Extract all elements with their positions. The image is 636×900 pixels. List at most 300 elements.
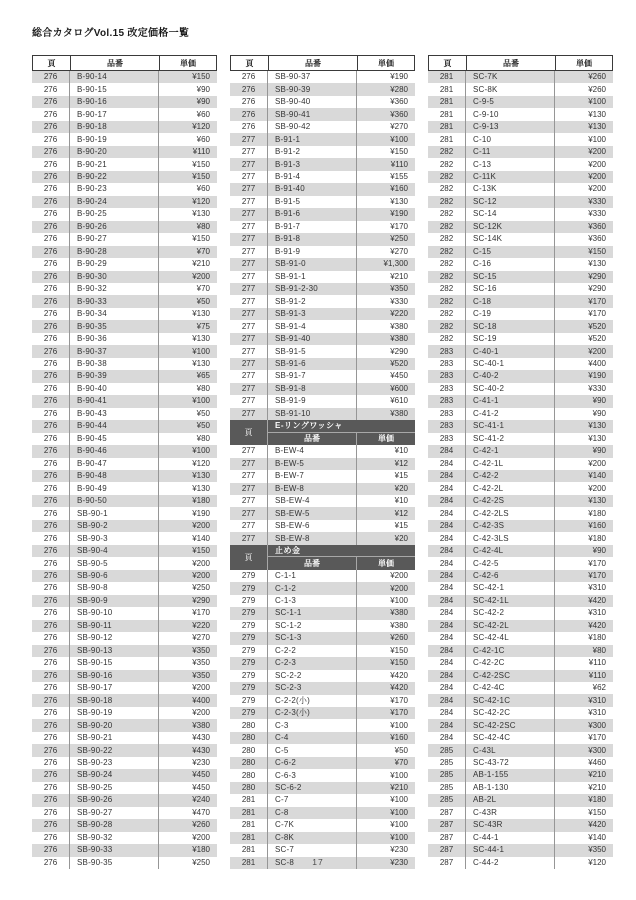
part-cell: C-41-1 xyxy=(466,395,555,407)
part-cell: B-90-14 xyxy=(70,71,159,83)
page-cell: 279 xyxy=(230,707,268,719)
part-cell: SC-19 xyxy=(466,333,555,345)
part-cell: SB-90-17 xyxy=(70,682,159,694)
page-cell: 276 xyxy=(32,258,70,270)
part-cell: SB-90-6 xyxy=(70,570,159,582)
price-cell: ¥200 xyxy=(192,708,210,718)
table-row xyxy=(428,844,613,856)
page-cell: 284 xyxy=(428,470,466,482)
page-cell: 276 xyxy=(32,196,70,208)
table-row xyxy=(428,308,613,320)
price-cell: ¥100 xyxy=(588,134,606,144)
page-cell: 282 xyxy=(428,271,466,283)
part-cell: SB-91-0 xyxy=(268,258,357,270)
table-row xyxy=(230,844,415,856)
page-cell: 276 xyxy=(32,445,70,457)
part-cell: B-91-7 xyxy=(268,221,357,233)
price-cell: ¥90 xyxy=(592,396,606,406)
table-row xyxy=(428,657,613,669)
table-row xyxy=(428,408,613,420)
price-cell: ¥110 xyxy=(588,658,606,668)
table-row xyxy=(32,570,217,582)
part-cell: C-2-3(小) xyxy=(268,707,357,719)
price-cell: ¥200 xyxy=(588,458,606,468)
page-cell: 277 xyxy=(230,258,268,270)
table-row xyxy=(230,320,415,332)
part-cell: B-90-38 xyxy=(70,358,159,370)
table-row xyxy=(230,208,415,220)
page-cell: 276 xyxy=(32,158,70,170)
table-row xyxy=(230,146,415,158)
part-cell: SB-90-9 xyxy=(70,595,159,607)
part-cell: C-42-1 xyxy=(466,445,555,457)
price-cell: ¥180 xyxy=(588,633,606,643)
table-row xyxy=(32,557,217,569)
price-cell: ¥220 xyxy=(192,620,210,630)
table-row xyxy=(32,595,217,607)
page-cell: 276 xyxy=(32,458,70,470)
table-row xyxy=(428,420,613,432)
price-cell: ¥80 xyxy=(196,221,210,231)
page-cell: 277 xyxy=(230,520,268,532)
header-part-label: 品番 xyxy=(71,56,160,70)
price-cell: ¥100 xyxy=(390,134,408,144)
table-row xyxy=(32,158,217,170)
page-cell: 282 xyxy=(428,196,466,208)
price-cell: ¥330 xyxy=(588,209,606,219)
table-row xyxy=(428,208,613,220)
price-cell: ¥130 xyxy=(192,334,210,344)
page-cell: 276 xyxy=(32,570,70,582)
table-row xyxy=(32,171,217,183)
table-row xyxy=(32,545,217,557)
page-cell: 277 xyxy=(230,445,268,457)
part-cell: SB-90-40 xyxy=(268,96,357,108)
page-cell: 276 xyxy=(32,782,70,794)
table-row xyxy=(32,670,217,682)
part-cell: C-3 xyxy=(268,719,357,731)
price-cell: ¥100 xyxy=(588,97,606,107)
price-cell: ¥270 xyxy=(390,122,408,132)
page-cell: 284 xyxy=(428,657,466,669)
table-row xyxy=(32,420,217,432)
page-cell: 276 xyxy=(32,844,70,856)
page-cell: 276 xyxy=(230,83,268,95)
page-cell: 276 xyxy=(32,757,70,769)
part-cell: SB-91-40 xyxy=(268,333,357,345)
part-cell: SC-42-1C xyxy=(466,694,555,706)
part-cell: C-42-3S xyxy=(466,520,555,532)
price-cell: ¥15 xyxy=(394,521,408,531)
table-row xyxy=(32,395,217,407)
part-cell: SB-90-28 xyxy=(70,819,159,831)
price-cell: ¥150 xyxy=(192,171,210,181)
table-row xyxy=(230,607,415,619)
table-row xyxy=(32,246,217,258)
page-cell: 277 xyxy=(230,308,268,320)
part-cell: B-90-34 xyxy=(70,308,159,320)
table-row xyxy=(32,283,217,295)
page-cell: 276 xyxy=(32,71,70,83)
page-cell: 276 xyxy=(32,832,70,844)
page-cell: 285 xyxy=(428,744,466,756)
table-row xyxy=(428,707,613,719)
table-row xyxy=(230,582,415,594)
column-1 xyxy=(32,55,217,869)
table-row xyxy=(428,582,613,594)
table-row xyxy=(230,819,415,831)
part-cell: SB-90-25 xyxy=(70,782,159,794)
page-cell: 282 xyxy=(428,158,466,170)
page-cell: 276 xyxy=(32,495,70,507)
page-cell: 276 xyxy=(32,582,70,594)
part-cell: B-90-24 xyxy=(70,196,159,208)
table-header-row xyxy=(32,55,217,71)
page-cell: 282 xyxy=(428,320,466,332)
table-row xyxy=(230,108,415,120)
price-cell: ¥380 xyxy=(390,334,408,344)
price-cell: ¥360 xyxy=(390,109,408,119)
page-cell: 283 xyxy=(428,370,466,382)
table-row xyxy=(428,171,613,183)
table-row xyxy=(230,71,415,83)
part-cell: SB-90-1 xyxy=(70,507,159,519)
table-row xyxy=(230,121,415,133)
page-cell: 276 xyxy=(32,395,70,407)
part-cell: B-90-36 xyxy=(70,333,159,345)
price-cell: ¥250 xyxy=(390,234,408,244)
table-row xyxy=(230,645,415,657)
part-cell: C-4 xyxy=(268,732,357,744)
price-cell: ¥210 xyxy=(390,271,408,281)
part-cell: B-90-20 xyxy=(70,146,159,158)
page-cell: 276 xyxy=(32,433,70,445)
page-cell: 284 xyxy=(428,532,466,544)
table-row xyxy=(428,108,613,120)
table-row xyxy=(428,96,613,108)
header-price-label: 単価 xyxy=(378,58,394,68)
price-cell: ¥360 xyxy=(588,221,606,231)
part-cell: B-90-45 xyxy=(70,433,159,445)
table-row xyxy=(428,620,613,632)
part-cell: SC-18 xyxy=(466,320,555,332)
page-cell: 279 xyxy=(230,607,268,619)
table-row xyxy=(428,458,613,470)
section-subheader-row xyxy=(268,433,415,445)
part-cell: SC-40-1 xyxy=(466,358,555,370)
table-row xyxy=(230,196,415,208)
part-cell: C-7K xyxy=(268,819,357,831)
part-cell: SC-42-2SC xyxy=(466,719,555,731)
part-cell: AB-1-130 xyxy=(466,782,555,794)
part-cell: SC-12 xyxy=(466,196,555,208)
price-cell: ¥200 xyxy=(390,571,408,581)
page-cell: 277 xyxy=(230,458,268,470)
price-cell: ¥180 xyxy=(588,533,606,543)
page-cell: 277 xyxy=(230,483,268,495)
price-cell: ¥100 xyxy=(390,807,408,817)
page-cell: 276 xyxy=(32,507,70,519)
page-cell: 276 xyxy=(32,645,70,657)
table-row xyxy=(230,295,415,307)
part-cell: B-90-49 xyxy=(70,482,159,494)
page-cell: 281 xyxy=(428,108,466,120)
page-cell: 277 xyxy=(230,171,268,183)
page-cell: 282 xyxy=(428,183,466,195)
table-row xyxy=(428,495,613,507)
part-cell: B-90-41 xyxy=(70,395,159,407)
table-row xyxy=(230,158,415,170)
part-cell: SB-90-10 xyxy=(70,607,159,619)
price-cell: ¥1,300 xyxy=(383,259,408,269)
page-cell: 277 xyxy=(230,320,268,332)
part-cell: SC-14 xyxy=(466,208,555,220)
table-row xyxy=(428,557,613,569)
part-cell: SC-7K xyxy=(466,71,555,83)
table-row xyxy=(230,483,415,495)
part-cell: SB-90-39 xyxy=(268,83,357,95)
price-cell: ¥250 xyxy=(192,583,210,593)
part-cell: B-90-35 xyxy=(70,320,159,332)
table-row xyxy=(32,358,217,370)
price-cell: ¥230 xyxy=(192,758,210,768)
price-cell: ¥150 xyxy=(192,234,210,244)
table-row xyxy=(230,96,415,108)
price-cell: ¥200 xyxy=(192,832,210,842)
part-cell: SC-42-1 xyxy=(466,582,555,594)
part-cell: B-90-44 xyxy=(70,420,159,432)
part-cell: C-42-2LS xyxy=(466,507,555,519)
price-cell: ¥450 xyxy=(192,770,210,780)
price-cell: ¥310 xyxy=(588,695,606,705)
table-row xyxy=(428,333,613,345)
table-row xyxy=(32,458,217,470)
page-cell: 283 xyxy=(428,420,466,432)
price-cell: ¥120 xyxy=(588,857,606,867)
table-row xyxy=(32,183,217,195)
part-cell: SB-91-1 xyxy=(268,271,357,283)
table-row xyxy=(230,682,415,694)
table-row xyxy=(32,744,217,756)
table-row xyxy=(230,395,415,407)
part-cell: C-42-1C xyxy=(466,645,555,657)
price-cell: ¥60 xyxy=(196,109,210,119)
price-cell: ¥150 xyxy=(192,546,210,556)
part-cell: SB-90-12 xyxy=(70,632,159,644)
page-cell: 283 xyxy=(428,345,466,357)
price-cell: ¥220 xyxy=(390,309,408,319)
price-cell: ¥130 xyxy=(390,196,408,206)
part-cell: B-91-1 xyxy=(268,133,357,145)
page-cell: 277 xyxy=(230,283,268,295)
price-cell: ¥200 xyxy=(192,271,210,281)
page-cell: 277 xyxy=(230,158,268,170)
subheader-part-label: 品番 xyxy=(268,557,357,569)
price-cell: ¥420 xyxy=(390,670,408,680)
table-row xyxy=(32,196,217,208)
table-row xyxy=(428,158,613,170)
price-cell: ¥350 xyxy=(390,284,408,294)
table-row xyxy=(230,233,415,245)
header-price-label: 単価 xyxy=(576,58,592,68)
table-row xyxy=(230,171,415,183)
price-cell: ¥520 xyxy=(588,321,606,331)
price-cell: ¥90 xyxy=(592,408,606,418)
page-cell: 283 xyxy=(428,433,466,445)
part-cell: C-15 xyxy=(466,246,555,258)
price-cell: ¥190 xyxy=(588,371,606,381)
page-cell: 276 xyxy=(32,520,70,532)
table-row xyxy=(32,146,217,158)
part-cell: SB-90-24 xyxy=(70,769,159,781)
price-cell: ¥90 xyxy=(592,546,606,556)
price-cell: ¥110 xyxy=(192,147,210,157)
table-row xyxy=(428,482,613,494)
part-cell: C-43L xyxy=(466,744,555,756)
table-row xyxy=(32,271,217,283)
page-cell: 276 xyxy=(32,271,70,283)
part-cell: B-90-25 xyxy=(70,208,159,220)
part-cell: C-42-2SC xyxy=(466,670,555,682)
table-row xyxy=(32,620,217,632)
part-cell: SC-42-4C xyxy=(466,732,555,744)
price-cell: ¥380 xyxy=(390,408,408,418)
price-cell: ¥380 xyxy=(192,720,210,730)
part-cell: B-90-37 xyxy=(70,345,159,357)
table-row xyxy=(230,408,415,420)
price-cell: ¥65 xyxy=(196,371,210,381)
part-cell: SC-7 xyxy=(268,844,357,856)
table-row xyxy=(428,769,613,781)
part-cell: C-9-13 xyxy=(466,121,555,133)
page-cell: 283 xyxy=(428,358,466,370)
part-cell: SC-41-2 xyxy=(466,433,555,445)
table-row xyxy=(428,433,613,445)
page-cell: 287 xyxy=(428,844,466,856)
price-cell: ¥180 xyxy=(192,845,210,855)
table-row xyxy=(32,71,217,83)
page-cell: 276 xyxy=(230,108,268,120)
page-cell: 276 xyxy=(230,96,268,108)
price-cell: ¥155 xyxy=(390,171,408,181)
table-row xyxy=(230,769,415,781)
section-page-label: 頁 xyxy=(230,420,268,445)
part-cell: SC-2-2 xyxy=(268,670,357,682)
price-cell: ¥360 xyxy=(390,97,408,107)
table-row xyxy=(428,221,613,233)
page-cell: 277 xyxy=(230,196,268,208)
price-cell: ¥360 xyxy=(588,234,606,244)
table-row xyxy=(230,507,415,519)
page-cell: 281 xyxy=(428,83,466,95)
price-cell: ¥450 xyxy=(192,782,210,792)
page-cell: 282 xyxy=(428,208,466,220)
column-2 xyxy=(230,55,415,869)
price-cell: ¥70 xyxy=(196,246,210,256)
table-row xyxy=(230,183,415,195)
part-cell: B-90-33 xyxy=(70,295,159,307)
page-cell: 276 xyxy=(32,171,70,183)
page-cell: 276 xyxy=(32,744,70,756)
price-cell: ¥150 xyxy=(192,159,210,169)
price-cell: ¥80 xyxy=(592,645,606,655)
part-cell: C-2-3 xyxy=(268,657,357,669)
part-cell: B-90-23 xyxy=(70,183,159,195)
price-cell: ¥280 xyxy=(390,84,408,94)
price-cell: ¥70 xyxy=(394,758,408,768)
page-cell: 276 xyxy=(32,283,70,295)
table-row xyxy=(230,520,415,532)
price-cell: ¥190 xyxy=(192,508,210,518)
price-cell: ¥160 xyxy=(390,184,408,194)
table-row xyxy=(230,719,415,731)
page-cell: 284 xyxy=(428,645,466,657)
section-title: E-リングワッシャ xyxy=(268,420,415,432)
price-cell: ¥10 xyxy=(394,496,408,506)
page-cell: 276 xyxy=(32,607,70,619)
page-cell: 284 xyxy=(428,520,466,532)
table-row xyxy=(32,582,217,594)
table-row xyxy=(230,532,415,544)
table-row xyxy=(32,295,217,307)
table-row xyxy=(428,794,613,806)
table-row xyxy=(32,520,217,532)
part-cell: SB-91-9 xyxy=(268,395,357,407)
page-cell: 284 xyxy=(428,545,466,557)
page-cell: 277 xyxy=(230,233,268,245)
part-cell: C-18 xyxy=(466,295,555,307)
part-cell: B-91-2 xyxy=(268,146,357,158)
part-cell: C-9-5 xyxy=(466,96,555,108)
part-cell: SB-90-33 xyxy=(70,844,159,856)
page-cell: 276 xyxy=(32,408,70,420)
table-row xyxy=(32,83,217,95)
part-cell: SB-EW-6 xyxy=(268,520,357,532)
part-cell: B-90-39 xyxy=(70,370,159,382)
part-cell: SB-90-3 xyxy=(70,532,159,544)
page-cell: 280 xyxy=(230,769,268,781)
page-cell: 276 xyxy=(32,794,70,806)
page-cell: 276 xyxy=(32,732,70,744)
page-cell: 279 xyxy=(230,682,268,694)
table-row xyxy=(32,732,217,744)
part-cell: SB-91-2-30 xyxy=(268,283,357,295)
part-cell: SB-90-21 xyxy=(70,732,159,744)
page-cell: 276 xyxy=(32,370,70,382)
page-cell: 281 xyxy=(428,71,466,83)
price-cell: ¥140 xyxy=(588,471,606,481)
price-cell: ¥420 xyxy=(588,595,606,605)
page-cell: 285 xyxy=(428,794,466,806)
price-cell: ¥150 xyxy=(390,658,408,668)
price-cell: ¥90 xyxy=(196,97,210,107)
part-cell: C-13K xyxy=(466,183,555,195)
page-cell: 281 xyxy=(428,133,466,145)
table-row xyxy=(428,595,613,607)
price-cell: ¥290 xyxy=(390,346,408,356)
part-cell: C-42-6 xyxy=(466,570,555,582)
part-cell: C-1-2 xyxy=(268,582,357,594)
price-cell: ¥100 xyxy=(390,720,408,730)
table-row xyxy=(32,794,217,806)
page-cell: 276 xyxy=(32,595,70,607)
page-cell: 284 xyxy=(428,670,466,682)
page-cell: 276 xyxy=(32,221,70,233)
page-cell: 287 xyxy=(428,819,466,831)
price-cell: ¥200 xyxy=(192,683,210,693)
price-cell: ¥170 xyxy=(588,733,606,743)
page-cell: 277 xyxy=(230,345,268,357)
